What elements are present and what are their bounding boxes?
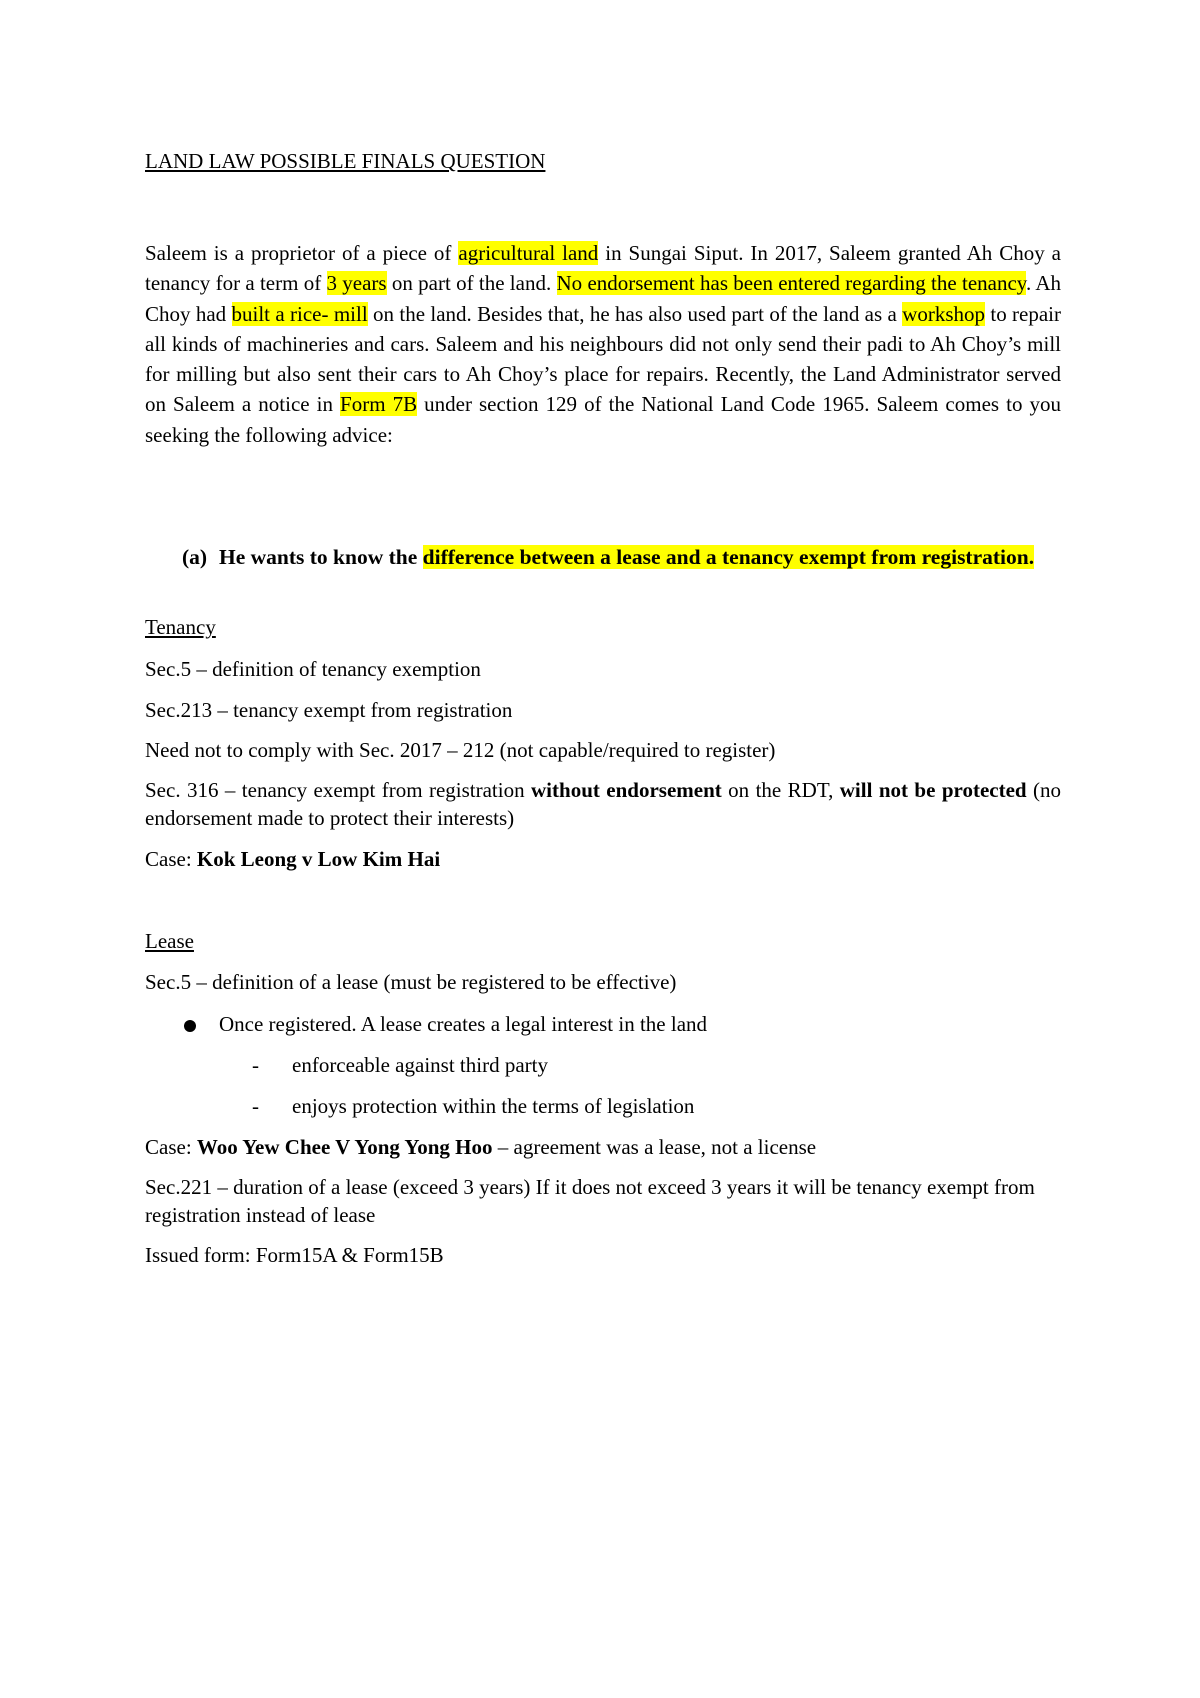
para-highlight: agricultural land [458,241,599,265]
para-highlight: workshop [902,301,986,326]
case-rest: – agreement was a lease, not a license [492,1135,817,1159]
para-highlight: Form 7B [340,392,418,417]
para-seg: under section 129 of the National Land Code 1965. Saleem comes to you seeking the following advice: [145,392,1061,447]
para-highlight: 3 years [326,271,387,296]
lease-line-2: Sec.221 – duration of a lease (exceed 3 years) If it does not exceed 3 years it will be tenancy exempt from registration instead of lease [145,1175,1035,1227]
case-name: Kok Leong v Low Kim Hai [196,847,441,871]
question-label: (a) [182,545,208,569]
question-highlight: difference between a lease and a tenancy exempt from registration. [422,545,1035,569]
para-seg: on part of the land. [386,271,557,296]
tenancy-heading: Tenancy [145,615,216,639]
dash-icon: - [252,1053,259,1077]
lease-bullet: Once registered. A lease creates a legal interest in the land [219,1012,708,1036]
para-highlight: No endorsement has been entered regarding the tenancy [556,271,1026,296]
t4-e: (no endorsement made to protect their interests) [145,778,1061,830]
question-text [219,542,1061,572]
para-seg: Saleem is a proprietor of a piece of [145,241,459,265]
case-label: Case: [145,1135,197,1159]
case-label: Case: [145,847,197,871]
tenancy-line-4 [145,776,1061,832]
lease-line-1: Sec.5 – definition of a lease (must be registered to be effective) [145,970,677,994]
case-name: Woo Yew Chee V Yong Yong Hoo [196,1135,493,1159]
lease-case [145,1132,1061,1162]
tenancy-line-2: Sec.213 – tenancy exempt from registration [145,698,513,722]
para-highlight: built a rice- mill [231,301,368,326]
tenancy-line-1: Sec.5 – definition of tenancy exemption [145,657,481,681]
scenario-paragraph [145,238,1061,450]
lease-line-3: Issued form: Form15A & Form15B [145,1243,444,1267]
para-seg: to repair all kinds of machineries and cars. Saleem and his neighbours did not only send their padi to Ah Choy’s mill for milling but also sent their cars to Ah Choy’s place for repairs. Recently, the Land Administrator served on Saleem a notice in [145,301,1062,417]
para-seg: in Sungai Siput. In 2017, Saleem granted Ah Choy a tenancy for a term of [145,241,1062,296]
t4-c: on the RDT, [721,778,840,802]
t4-a: Sec. 316 – tenancy exempt from registration [145,778,532,802]
lease-heading: Lease [145,929,194,953]
tenancy-line-3: Need not to comply with Sec. 2017 – 212 (not capable/required to register) [145,738,776,762]
dash-icon: - [252,1094,259,1118]
lease-sub-2: enjoys protection within the terms of legislation [292,1094,695,1118]
para-seg: on the land. Besides that, he has also used part of the land as a [367,301,903,326]
question-plain: He wants to know the [219,545,423,569]
tenancy-case [145,844,1061,874]
t4-b: without endorsement [531,778,722,802]
bullet-icon [184,1020,196,1032]
document-title: LAND LAW POSSIBLE FINALS QUESTION [145,149,546,173]
para-seg: . Ah Choy had [145,271,1061,326]
lease-sub-1: enforceable against third party [292,1053,548,1077]
t4-d: will not be protected [839,778,1027,802]
